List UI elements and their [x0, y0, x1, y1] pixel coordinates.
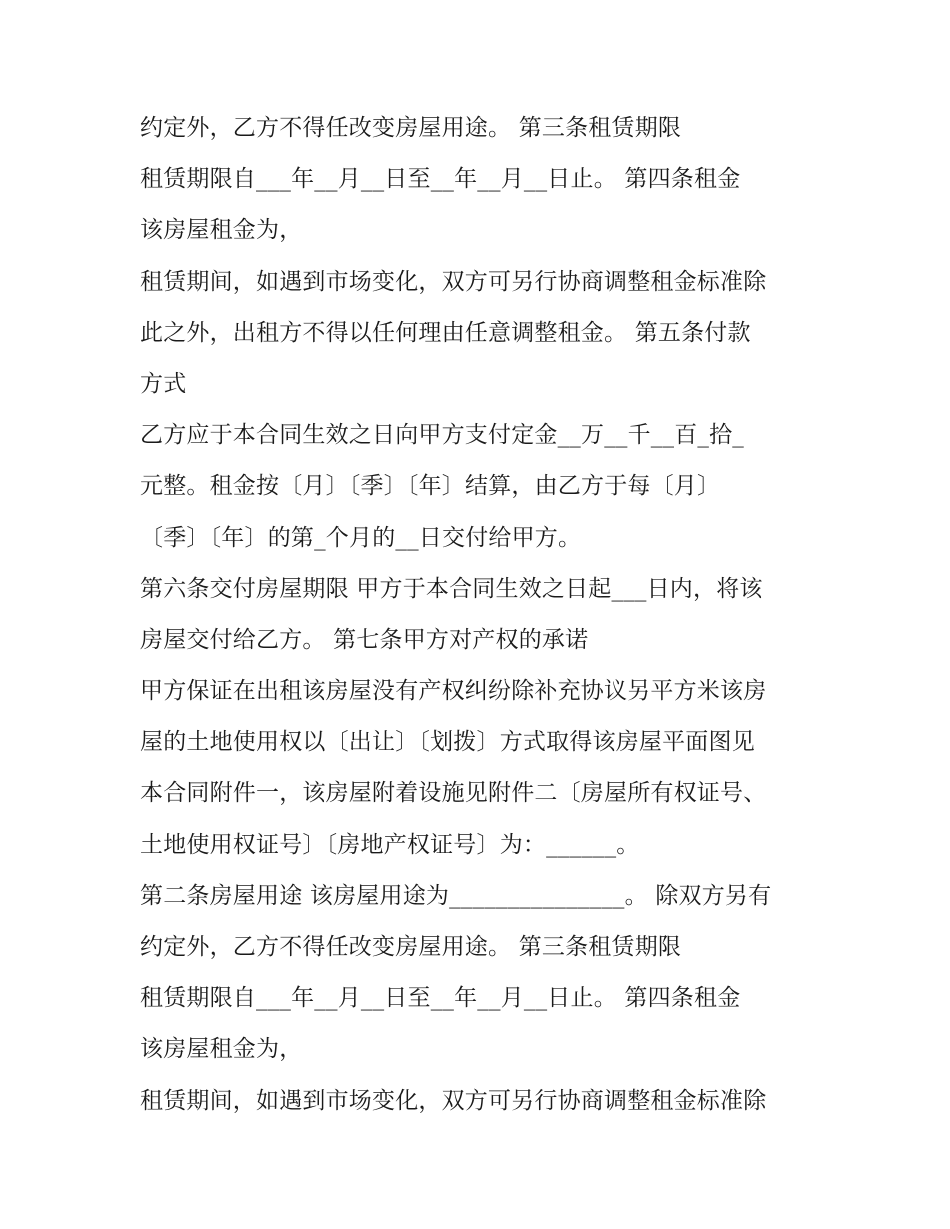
text-line: 租赁期限自___年__月__日至__年__月__日止。 第四条租金	[140, 985, 741, 1012]
text-line: 约定外，乙方不得任改变房屋用途。 第三条租赁期限	[140, 115, 682, 141]
text-line: 该房屋租金为，	[140, 1036, 303, 1063]
text-line: 房屋交付给乙方。 第七条甲方对产权的承诺	[140, 626, 589, 653]
text-line: 元整。租金按〔月〕〔季〕〔年〕结算，由乙方于每〔月〕	[140, 473, 721, 500]
text-line: 〔季〕〔年〕的第_个月的__日交付给甲方。	[140, 524, 582, 551]
text-line: 该房屋租金为，	[140, 217, 303, 244]
text-line: 租赁期限自___年__月__日至__年__月__日止。 第四条租金	[140, 166, 741, 193]
text-line: 约定外，乙方不得任改变房屋用途。 第三条租赁期限	[140, 934, 682, 960]
document-body	[140, 103, 830, 1127]
text-line: 甲方保证在出租该房屋没有产权纠纷除补充协议另平方米该房	[140, 678, 767, 705]
text-line: 此之外，出租方不得以任何理由任意调整租金。 第五条付款	[140, 319, 751, 346]
text-line: 屋的土地使用权以〔出让〕〔划拨〕方式取得该房屋平面图见	[140, 729, 755, 756]
text-line: 租赁期间，如遇到市场变化，双方可另行协商调整租金标准除	[140, 1087, 767, 1114]
text-line: 本合同附件一，该房屋附着设施见附件二〔房屋所有权证号、	[140, 780, 767, 807]
text-line: 方式	[140, 370, 187, 397]
text-line: 第六条交付房屋期限 甲方于本合同生效之日起___日内，将该	[140, 575, 763, 602]
text-line: 第二条房屋用途 该房屋用途为_______________。 除双方另有	[140, 882, 772, 909]
text-line: 土地使用权证号〕〔房地产权证号〕为：______。	[140, 831, 640, 858]
text-line: 租赁期间，如遇到市场变化，双方可另行协商调整租金标准除	[140, 268, 767, 295]
text-line: 乙方应于本合同生效之日向甲方支付定金__万__千__百_拾_	[140, 422, 744, 449]
